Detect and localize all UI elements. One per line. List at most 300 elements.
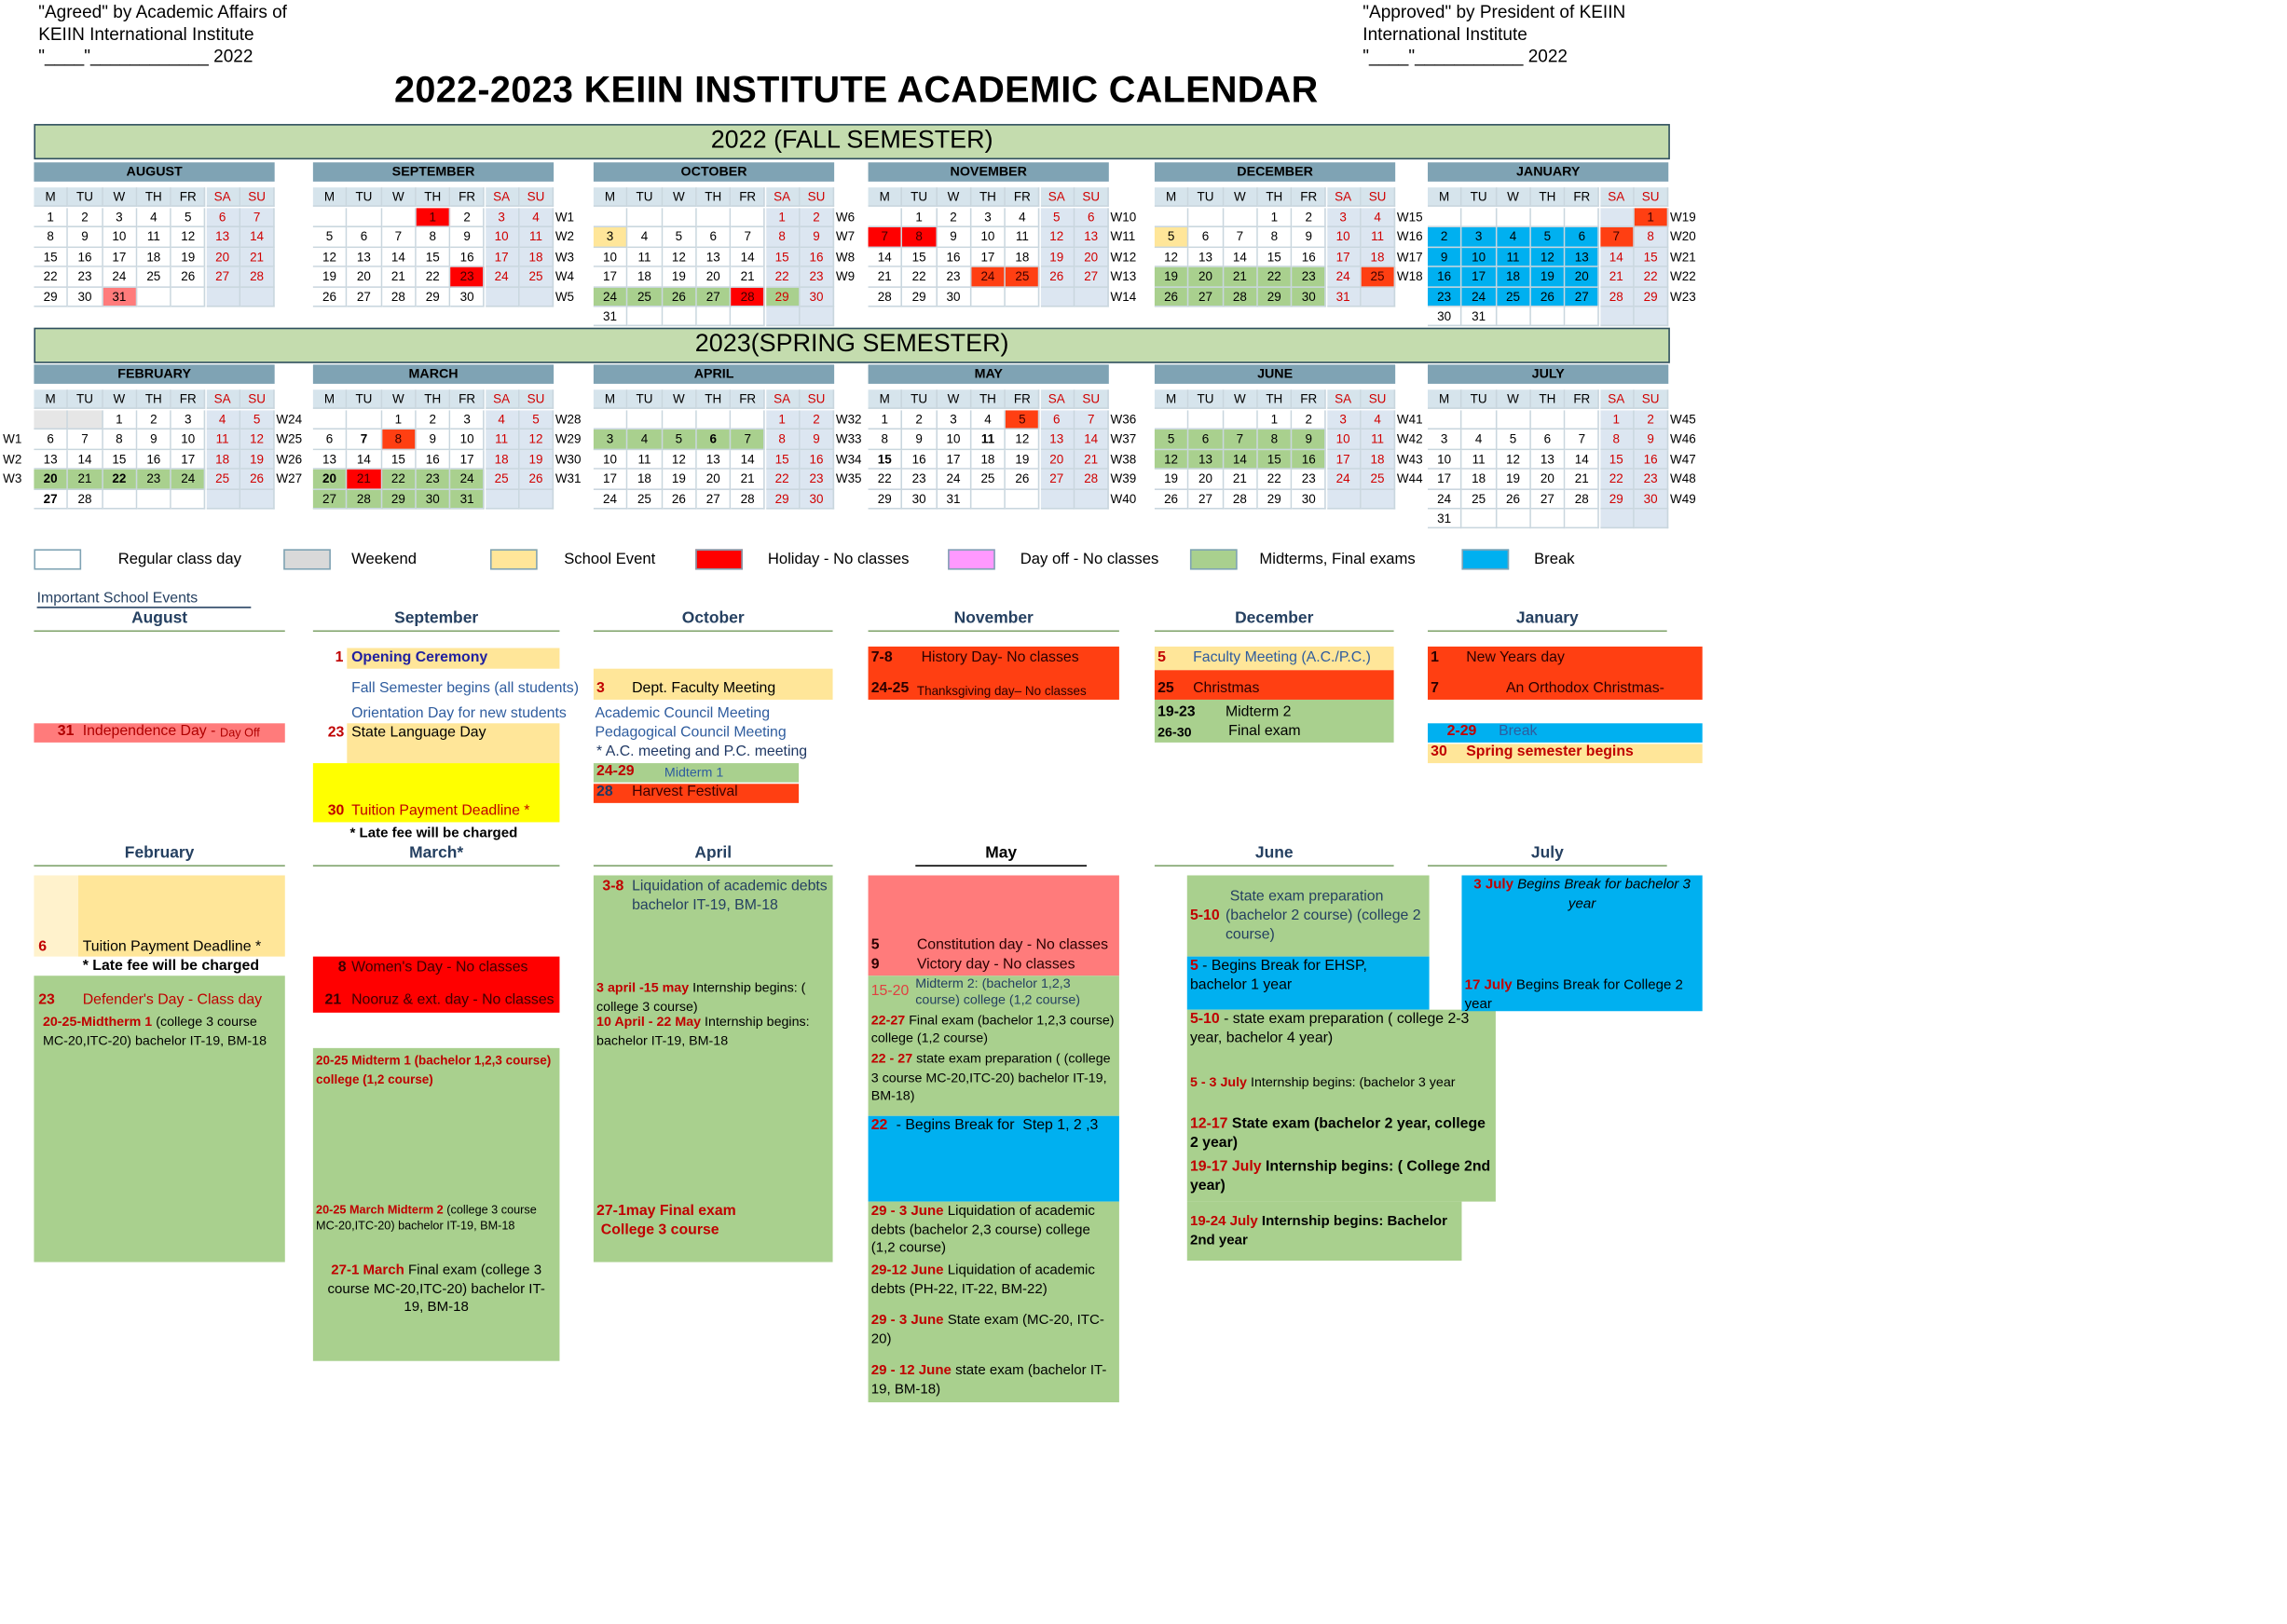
week-label: W21 — [1669, 249, 1696, 265]
empty-cell — [1566, 510, 1600, 529]
day-cell: 18 — [206, 450, 240, 470]
day-cell: 9 — [68, 228, 103, 248]
day-cell: 22 — [103, 470, 137, 489]
day-cell: 17 — [1428, 470, 1462, 489]
day-cell: 1 — [103, 410, 137, 430]
event-num: 2-29 — [1446, 723, 1477, 740]
event-text-3: Internship begins: (bachelor 3 year — [1250, 1074, 1456, 1090]
day-cell: 16 — [902, 450, 937, 470]
day-cell: 6 — [1189, 228, 1224, 248]
empty-cell — [732, 410, 766, 430]
event-num: 28 — [596, 784, 613, 800]
day-cell: 4 — [1006, 208, 1040, 227]
day-cell: 15 — [382, 450, 417, 470]
day-cell: 11 — [1361, 430, 1395, 450]
event-text: Break — [1499, 723, 1538, 740]
day-cell: 26 — [1497, 489, 1531, 509]
empty-cell — [1006, 489, 1040, 509]
event-text-4: State exam (bachelor 2 year, college 2 year) — [1189, 1115, 1490, 1151]
week-label: W44 — [1396, 471, 1423, 486]
event-christmas — [1155, 670, 1394, 700]
day-cell: 27 — [1189, 489, 1224, 509]
day-header: W — [103, 187, 137, 206]
event-num-6: 19-24 July — [1189, 1213, 1258, 1230]
day-cell: 20 — [1566, 267, 1600, 287]
spring-semester-label: 2023(SPRING SEMESTER) — [694, 329, 1009, 358]
day-header: W — [1224, 187, 1258, 206]
day-cell: 12 — [1531, 248, 1566, 267]
day-header: SU — [1634, 389, 1668, 408]
day-header: FR — [1293, 187, 1327, 206]
day-cell: 6 — [1040, 410, 1075, 430]
empty-cell — [1531, 208, 1566, 227]
event-num-2: 22-27 — [870, 1012, 906, 1028]
day-header: W — [103, 389, 137, 408]
day-header: SA — [1600, 187, 1635, 206]
empty-cell — [697, 410, 732, 430]
day-cell: 8 — [1258, 228, 1293, 248]
event-may-liquidation-2 — [871, 1262, 1116, 1300]
week-label: W1 — [555, 209, 575, 225]
events-august-title: August — [34, 609, 284, 632]
day-cell: 18 — [519, 248, 554, 267]
day-cell: 2 — [902, 410, 937, 430]
event-text-3: Internship begins: bachelor IT-19, BM-18 — [596, 1014, 814, 1048]
day-cell: 10 — [1326, 430, 1361, 450]
empty-cell — [171, 287, 206, 307]
day-cell: 11 — [1497, 248, 1531, 267]
day-header: FR — [732, 389, 766, 408]
day-cell: 12 — [1006, 430, 1040, 450]
day-cell: 1 — [417, 208, 451, 227]
week-label: W13 — [1110, 268, 1137, 284]
day-cell: 18 — [1361, 450, 1395, 470]
empty-cell — [1040, 489, 1075, 509]
day-cell: 25 — [485, 470, 519, 489]
day-cell: 1 — [34, 208, 68, 227]
day-cell: 22 — [765, 470, 800, 489]
empty-cell — [1566, 410, 1600, 430]
day-cell: 21 — [1566, 470, 1600, 489]
week-label: W46 — [1669, 431, 1696, 447]
day-header: SU — [1361, 389, 1395, 408]
day-cell: 9 — [800, 430, 834, 450]
event-text-2: Victory day - No classes — [916, 956, 1075, 974]
day-cell: 1 — [765, 208, 800, 227]
day-cell: 20 — [1075, 248, 1109, 267]
day-header: M — [1428, 389, 1462, 408]
empty-cell — [1189, 208, 1224, 227]
day-cell: 3 — [1326, 208, 1361, 227]
day-cell: 13 — [1189, 248, 1224, 267]
day-cell: 21 — [1600, 267, 1635, 287]
week-label: W32 — [835, 412, 862, 427]
day-cell: 21 — [732, 267, 766, 287]
day-cell: 4 — [628, 430, 663, 450]
day-cell: 20 — [34, 470, 68, 489]
day-cell: 16 — [1634, 450, 1668, 470]
events-label: Important School Events — [37, 591, 252, 608]
day-cell: 23 — [800, 267, 834, 287]
day-cell: 17 — [594, 267, 628, 287]
empty-cell — [485, 489, 519, 509]
event-april-internship — [596, 978, 829, 1016]
day-cell: 15 — [34, 248, 68, 267]
event-harvest-festival — [594, 784, 799, 803]
day-header: SA — [485, 389, 519, 408]
month-grid-february — [34, 364, 274, 523]
day-cell: 18 — [137, 248, 171, 267]
day-cell: 13 — [697, 248, 732, 267]
event-may-break — [869, 1116, 1119, 1202]
event-text: Christmas — [1193, 680, 1260, 697]
day-cell: 24 — [971, 267, 1006, 287]
day-cell: 11 — [1006, 228, 1040, 248]
day-cell: 28 — [732, 287, 766, 307]
day-cell: 14 — [240, 228, 275, 248]
day-cell: 6 — [697, 430, 732, 450]
day-cell: 28 — [1224, 489, 1258, 509]
event-num-2: 5-10 — [1189, 1011, 1220, 1028]
empty-cell — [732, 208, 766, 227]
day-cell: 26 — [171, 267, 206, 287]
empty-cell — [137, 287, 171, 307]
event-num-5: 19-17 July — [1189, 1158, 1262, 1176]
event-num: 30 — [1431, 744, 1447, 760]
day-header: TU — [1462, 389, 1497, 408]
day-cell: 7 — [1224, 228, 1258, 248]
week-label: W24 — [276, 412, 303, 427]
day-cell: 30 — [937, 287, 971, 307]
day-cell: 24 — [1428, 489, 1462, 509]
event-text-3: state exam preparation ( (college 3 course MC-20,ITC-20) bachelor IT-19, BM-18) — [870, 1051, 1115, 1103]
day-cell: 19 — [1531, 267, 1566, 287]
empty-cell — [1497, 307, 1531, 327]
day-cell: 27 — [1075, 267, 1109, 287]
day-cell: 10 — [451, 430, 486, 450]
day-cell: 2 — [417, 410, 451, 430]
day-cell: 25 — [1361, 267, 1395, 287]
empty-cell — [1462, 410, 1497, 430]
day-cell: 26 — [1531, 287, 1566, 307]
day-cell: 16 — [1428, 267, 1462, 287]
day-cell: 17 — [103, 248, 137, 267]
day-header: TH — [417, 389, 451, 408]
event-text: Spring semester begins — [1466, 744, 1634, 760]
week-label: W30 — [555, 451, 582, 467]
event-spring-begins — [1428, 744, 1703, 763]
day-cell: 13 — [1040, 430, 1075, 450]
day-cell: 8 — [902, 228, 937, 248]
day-cell: 14 — [1600, 248, 1635, 267]
day-cell: 13 — [697, 450, 732, 470]
day-header: TU — [348, 389, 382, 408]
day-cell: 28 — [240, 267, 275, 287]
day-cell: 13 — [1531, 450, 1566, 470]
day-cell: 19 — [663, 470, 697, 489]
day-cell: 4 — [137, 208, 171, 227]
empty-cell — [1531, 307, 1566, 327]
event-text: Midterm 1 — [664, 764, 724, 780]
event-small: Day Off — [220, 726, 260, 740]
day-cell: 25 — [1462, 489, 1497, 509]
day-header: M — [869, 389, 903, 408]
day-cell: 22 — [765, 267, 800, 287]
day-cell: 20 — [348, 267, 382, 287]
day-cell: 18 — [628, 470, 663, 489]
day-cell: 4 — [1462, 430, 1497, 450]
event-num-2: 21 — [324, 991, 342, 1009]
legend-swatch — [948, 549, 995, 569]
legend-swatch — [695, 549, 743, 569]
week-label: W33 — [835, 431, 862, 447]
event-orientation: Orientation Day for new students — [351, 705, 567, 722]
fall-semester-label: 2022 (FALL SEMESTER) — [710, 125, 993, 154]
event-pedagogical-council: Pedagogical Council Meeting — [595, 724, 787, 742]
day-header: TH — [697, 187, 732, 206]
empty-cell — [1497, 208, 1531, 227]
day-cell: 3 — [1428, 430, 1462, 450]
day-cell: 12 — [1155, 248, 1189, 267]
event-text-2: (college 3 course MC-20,ITC-20) bachelor IT-19, BM-18 — [42, 1014, 267, 1048]
day-header: W — [1224, 389, 1258, 408]
day-cell: 23 — [1634, 470, 1668, 489]
event-text: Constitution day - No classes — [916, 937, 1109, 954]
week-label: W15 — [1396, 209, 1423, 225]
day-cell: 17 — [1326, 248, 1361, 267]
empty-cell — [1634, 307, 1668, 327]
day-cell: 23 — [417, 470, 451, 489]
day-cell: 15 — [1258, 450, 1293, 470]
day-cell: 5 — [663, 430, 697, 450]
empty-cell — [1075, 287, 1109, 307]
day-cell: 15 — [765, 248, 800, 267]
day-cell: 14 — [1075, 430, 1109, 450]
week-label: W38 — [1110, 451, 1137, 467]
day-cell: 16 — [451, 248, 486, 267]
day-header: TU — [68, 389, 103, 408]
day-cell: 10 — [485, 228, 519, 248]
event-text: Faculty Meeting (A.C./P.C.) — [1193, 649, 1371, 666]
day-cell: 23 — [451, 267, 486, 287]
event-june-prep-2 — [1190, 1011, 1493, 1048]
event-dec-exams — [1155, 700, 1394, 743]
day-cell: 24 — [937, 470, 971, 489]
day-header: W — [382, 187, 417, 206]
day-cell: 9 — [451, 228, 486, 248]
week-label: W31 — [555, 471, 582, 486]
empty-cell — [663, 208, 697, 227]
week-label: W39 — [1110, 471, 1137, 486]
empty-cell — [1462, 510, 1497, 529]
day-cell: 1 — [902, 208, 937, 227]
empty-cell — [240, 489, 275, 509]
day-cell: 2 — [1293, 410, 1327, 430]
event-text-2: Nooruz & ext. day - No classes — [351, 991, 555, 1009]
day-header: SA — [1326, 187, 1361, 206]
day-cell: 5 — [1497, 430, 1531, 450]
day-header: TU — [628, 389, 663, 408]
event-text: Opening Ceremony — [351, 649, 488, 666]
events-march-title: March* — [313, 844, 560, 867]
event-june-state-exam — [1190, 1116, 1493, 1153]
week-label: W40 — [1110, 490, 1137, 506]
day-header: SU — [800, 187, 834, 206]
event-text-2: Final exam — [1228, 723, 1301, 740]
day-cell: 3 — [171, 410, 206, 430]
agreed-note: "Agreed" by Academic Affairs of KEIIN International Institute "____"____________ 2022 — [38, 1, 287, 67]
day-cell: 27 — [206, 267, 240, 287]
week-label: W3 — [555, 249, 575, 265]
event-june-internship-3 — [1187, 1202, 1462, 1261]
event-january-holidays — [1428, 647, 1703, 700]
month-grid-may — [869, 364, 1109, 523]
day-header: M — [313, 389, 348, 408]
empty-cell — [485, 287, 519, 307]
legend-swatch — [34, 549, 81, 569]
event-june-block — [1187, 1010, 1496, 1202]
empty-cell — [206, 489, 240, 509]
day-header: TU — [628, 187, 663, 206]
day-cell: 22 — [34, 267, 68, 287]
day-cell: 23 — [800, 470, 834, 489]
day-cell: 27 — [1531, 489, 1566, 509]
day-cell: 29 — [382, 489, 417, 509]
day-cell: 19 — [1497, 470, 1531, 489]
spring-semester-bar — [34, 328, 1669, 363]
day-cell: 7 — [1224, 430, 1258, 450]
day-header: M — [1155, 187, 1189, 206]
event-june-internship — [1190, 1073, 1493, 1092]
legend-label: Midterms, Final exams — [1259, 550, 1416, 568]
event-text: Defender's Day - Class day — [82, 991, 263, 1009]
day-cell: 18 — [485, 450, 519, 470]
event-num: 3-8 — [602, 878, 624, 895]
empty-cell — [732, 307, 766, 327]
day-cell: 29 — [417, 287, 451, 307]
day-cell: 12 — [663, 450, 697, 470]
month-name: OCTOBER — [594, 162, 834, 182]
event-num: 3 July — [1473, 877, 1513, 894]
empty-cell — [519, 489, 554, 509]
day-header: TH — [1258, 187, 1293, 206]
day-cell: 15 — [103, 450, 137, 470]
day-header: SU — [240, 389, 275, 408]
empty-cell — [240, 287, 275, 307]
month-name: FEBRUARY — [34, 364, 274, 384]
month-grid-december — [1155, 162, 1395, 321]
event-may-state-exam — [871, 1312, 1116, 1349]
day-cell: 9 — [937, 228, 971, 248]
event-num: 5 — [1189, 958, 1198, 975]
day-cell: 28 — [68, 489, 103, 509]
day-cell: 22 — [1258, 267, 1293, 287]
day-cell: 4 — [519, 208, 554, 227]
day-cell: 2 — [137, 410, 171, 430]
day-cell: 2 — [1634, 410, 1668, 430]
week-label: W9 — [835, 268, 856, 284]
day-cell: 25 — [628, 287, 663, 307]
day-header: M — [594, 389, 628, 408]
day-cell: 17 — [594, 470, 628, 489]
event-num-3: 22 - 27 — [870, 1051, 913, 1066]
day-header: M — [34, 389, 68, 408]
empty-cell — [765, 307, 800, 327]
empty-cell — [1155, 410, 1189, 430]
day-cell: 31 — [937, 489, 971, 509]
empty-cell — [137, 489, 171, 509]
day-header: SU — [519, 389, 554, 408]
day-cell: 23 — [137, 470, 171, 489]
day-header: SA — [1040, 389, 1075, 408]
event-may-liquidation — [871, 1203, 1116, 1258]
day-cell: 21 — [348, 470, 382, 489]
day-cell: 11 — [206, 430, 240, 450]
day-cell: 14 — [732, 450, 766, 470]
event-may-state-exam-2 — [871, 1362, 1116, 1399]
empty-cell — [348, 208, 382, 227]
day-cell: 2 — [800, 410, 834, 430]
empty-cell — [1497, 510, 1531, 529]
day-cell: 4 — [206, 410, 240, 430]
day-cell: 5 — [1531, 228, 1566, 248]
day-cell: 9 — [1428, 248, 1462, 267]
day-cell: 11 — [137, 228, 171, 248]
day-cell: 10 — [1462, 248, 1497, 267]
approved-note: "Approved" by President of KEIIN International Institute "____"___________ 2022 — [1363, 1, 1626, 67]
event-may-state-prep — [871, 1049, 1116, 1104]
day-cell: 24 — [103, 267, 137, 287]
day-cell: 3 — [103, 208, 137, 227]
empty-cell — [1497, 410, 1531, 430]
day-cell: 8 — [34, 228, 68, 248]
day-cell: 16 — [800, 450, 834, 470]
day-header: SU — [1075, 389, 1109, 408]
empty-cell — [971, 287, 1006, 307]
day-cell: 22 — [382, 470, 417, 489]
day-header: SU — [1634, 187, 1668, 206]
event-text: Liquidation of academic debts (bachelor 2,3 course) college (1,2 course) — [870, 1203, 1100, 1257]
event-num: 8 — [337, 959, 347, 976]
day-cell: 20 — [1040, 450, 1075, 470]
empty-cell — [206, 287, 240, 307]
day-cell: 29 — [765, 489, 800, 509]
empty-cell — [313, 410, 348, 430]
event-june-internship-2 — [1190, 1159, 1493, 1196]
day-cell: 20 — [1189, 267, 1224, 287]
event-text: Women's Day - No classes — [351, 959, 528, 976]
day-cell: 16 — [137, 450, 171, 470]
event-text: - Begins Break for EHSP, bachelor 1 year — [1189, 958, 1372, 993]
day-header: SA — [1326, 389, 1361, 408]
day-cell: 14 — [68, 450, 103, 470]
month-grid-january — [1428, 162, 1668, 321]
empty-cell — [34, 410, 68, 430]
day-cell: 9 — [1293, 430, 1327, 450]
week-label: W43 — [1396, 451, 1423, 467]
week-label: W14 — [1110, 288, 1137, 304]
event-num-4: 12-17 — [1189, 1115, 1228, 1133]
day-cell: 24 — [1326, 267, 1361, 287]
day-cell: 5 — [240, 410, 275, 430]
empty-cell — [663, 307, 697, 327]
day-header: SA — [206, 389, 240, 408]
day-cell: 29 — [1258, 287, 1293, 307]
day-cell: 19 — [1155, 267, 1189, 287]
event-num-3: 29 - 3 June — [870, 1312, 944, 1329]
day-cell: 7 — [348, 430, 382, 450]
event-text-2: Thanksgiving day– No classes — [916, 683, 1087, 699]
